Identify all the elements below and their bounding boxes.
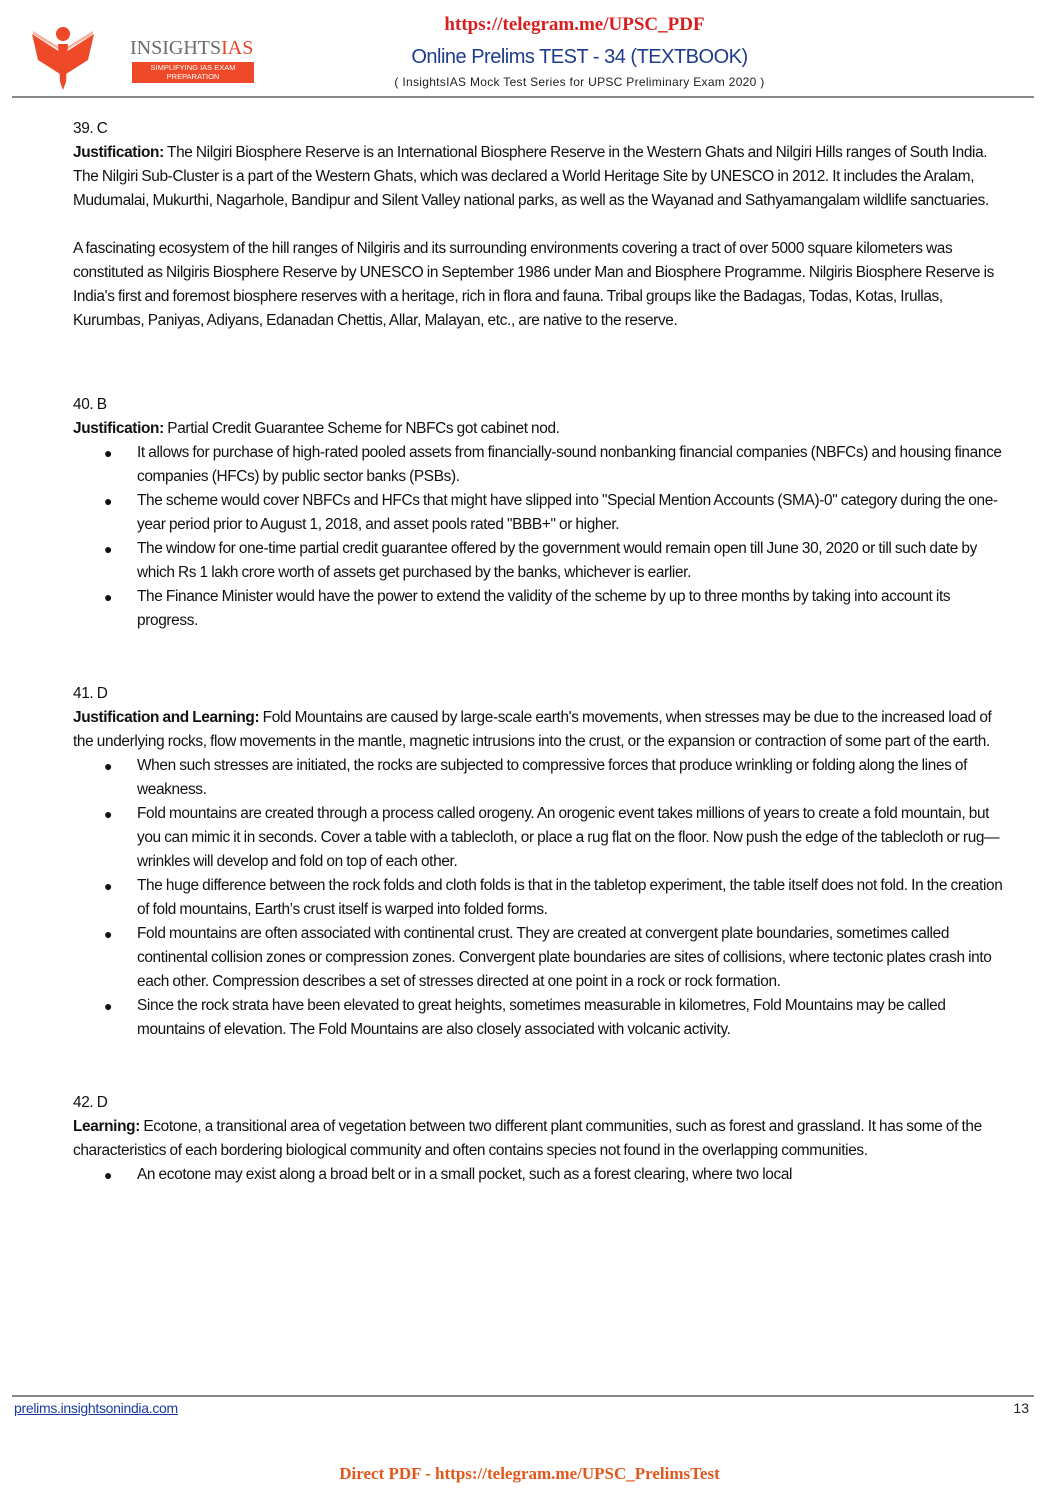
justification-paragraph xyxy=(73,706,1013,754)
justification-text: Partial Credit Guarantee Scheme for NBFCs got cabinet nod. xyxy=(163,420,560,437)
list-item xyxy=(104,874,1013,922)
answer-39 xyxy=(73,117,1013,333)
site-link[interactable]: prelims.insightsonindia.com xyxy=(14,1400,178,1416)
list-item xyxy=(104,994,1013,1042)
learning-paragraph xyxy=(73,1115,1013,1163)
answer-number: 42. D xyxy=(73,1094,108,1111)
answer-number: 41. D xyxy=(73,685,108,702)
bullet-list xyxy=(73,441,1013,633)
brand-accent: IAS xyxy=(221,37,254,59)
justification-label: Justification and Learning: xyxy=(73,709,260,726)
list-item-text: The window for one-time partial credit guarantee offered by the government would remain open till June 30, 2020 or till such date by which Rs 1 lakh crore worth of assets get purchased by the banks, whichever is earlier. xyxy=(137,540,977,581)
bullet-icon: ● xyxy=(104,1167,113,1183)
list-item-text: Fold mountains are created through a process called orogeny. An orogenic event takes millions of years to create a fold mountain, but you can mimic it in seconds. Cover a table with a tablecloth, or place a rug flat on the floor. Now push the edge of the tablecloth or rug—wrinkles will develop and fold on top of each other. xyxy=(137,805,1000,870)
test-subtitle: ( InsightsIAS Mock Test Series for UPSC Preliminary Exam 2020 ) xyxy=(394,75,765,89)
list-item xyxy=(104,754,1013,802)
list-item-text: The huge difference between the rock folds and cloth folds is that in the tabletop experiment, the table itself does not fold. In the creation of fold mountains, Earth’s crust itself is warped into folded forms. xyxy=(137,877,1003,918)
answer-number: 39. C xyxy=(73,120,108,137)
list-item xyxy=(104,1163,1013,1187)
list-item-text: It allows for purchase of high-rated pooled assets from financially-sound nonbanking financial companies (NBFCs) and housing finance companies (HFCs) by public sector banks (PSBs). xyxy=(137,444,1002,485)
telegram-footer-link[interactable]: Direct PDF - https://telegram.me/UPSC_PrelimsTest xyxy=(339,1464,720,1483)
list-item xyxy=(104,585,1013,633)
bullet-icon: ● xyxy=(104,445,113,461)
bullet-icon: ● xyxy=(104,926,113,942)
brand-main: INSIGHTS xyxy=(130,37,222,59)
test-title: Online Prelims TEST - 34 (TEXTBOOK) xyxy=(411,46,748,68)
answer-number: 40. B xyxy=(73,396,107,413)
justification-paragraph xyxy=(73,417,1013,441)
answer-41 xyxy=(73,682,1013,1042)
list-item-text: Since the rock strata have been elevated to great heights, sometimes measurable in kilometres, Fold Mountains may be called mountains of elevation. The Fold Mountains are also closely associated with volcanic activity. xyxy=(137,997,946,1038)
footer-divider xyxy=(12,1395,1034,1397)
list-item xyxy=(104,802,1013,874)
tagline-line2: PREPARATION xyxy=(166,72,220,81)
header-divider xyxy=(12,96,1034,98)
bullet-icon: ● xyxy=(104,806,113,822)
list-item-text: An ecotone may exist along a broad belt or in a small pocket, such as a forest clearing, where two local xyxy=(137,1166,793,1183)
bullet-icon: ● xyxy=(104,589,113,605)
bullet-icon: ● xyxy=(104,998,113,1014)
justification-text: The Nilgiri Biosphere Reserve is an International Biosphere Reserve in the Western Ghats and Nilgiri Hills ranges of South India. The Nilgiri Sub-Cluster is a part of the Western Ghats, which was declared a World Heritage Site by UNESCO in 2012. It includes the Aralam, Mudumalai, Mukurthi, Nagarhole, Bandipur and Silent Valley national parks, as well as the Wayanad and Sathyamangalam wildlife sanctuaries. xyxy=(73,144,989,209)
list-item xyxy=(104,441,1013,489)
answer-content xyxy=(73,117,1013,1187)
list-item-text: Fold mountains are often associated with continental crust. They are created at convergent plate boundaries, sometimes called continental collision zones or compression zones. Convergent plate boundaries are sites of collisions, where tectonic plates crash into each other. Compression describes a set of stresses directed at one point in a rock or rock formation. xyxy=(137,925,992,990)
bullet-icon: ● xyxy=(104,758,113,774)
page-number: 13 xyxy=(1013,1400,1029,1416)
list-item xyxy=(104,489,1013,537)
learning-text: Ecotone, a transitional area of vegetation between two different plant communities, such as forest and grassland. It has some of the characteristics of each bordering biological community and often contains species not found in the overlapping communities. xyxy=(73,1118,982,1159)
list-item xyxy=(104,922,1013,994)
answer-40 xyxy=(73,393,1013,633)
bullet-list xyxy=(73,1163,1013,1187)
list-item-text: When such stresses are initiated, the rocks are subjected to compressive forces that produce wrinkling or folding along the lines of weakness. xyxy=(137,757,968,798)
bullet-list xyxy=(73,754,1013,1042)
answer-42 xyxy=(73,1091,1013,1187)
list-item-text: The scheme would cover NBFCs and HFCs that might have slipped into "Special Mention Accounts (SMA)-0" category during the one-year period prior to August 1, 2018, and asset pools rated "BBB+" or higher. xyxy=(137,492,998,533)
list-item-text: The Finance Minister would have the power to extend the validity of the scheme by up to three months by taking into account its progress. xyxy=(137,588,951,629)
explanation-paragraph: A fascinating ecosystem of the hill ranges of Nilgiris and its surrounding environments covering a tract of over 5000 square kilometers was constituted as Nilgiris Biosphere Reserve by UNESCO in September 1986 under Man and Biosphere Programme. Nilgiris Biosphere Reserve is India's first and foremost biosphere reserves with a heritage, rich in flora and fauna. Tribal groups like the Badagas, Todas, Kotas, Irullas, Kurumbas, Paniyas, Adiyans, Edanadan Chettis, Allar, Malayan, etc., are native to the reserve. xyxy=(73,240,995,329)
telegram-header-link[interactable]: https://telegram.me/UPSC_PDF xyxy=(444,14,705,35)
bullet-icon: ● xyxy=(104,493,113,509)
justification-label: Justification: xyxy=(73,420,164,437)
bullet-icon: ● xyxy=(104,878,113,894)
justification-text: Fold Mountains are caused by large-scale earth's movements, when stresses may be due to the increased load of the underlying rocks, flow movements in the mantle, magnetic intrusions into the crust, or the expansion or contraction of some part of the earth. xyxy=(73,709,992,750)
list-item xyxy=(104,537,1013,585)
justification-label: Justification: xyxy=(73,144,164,161)
tagline-line1: SIMPLIFYING IAS EXAM xyxy=(150,63,236,72)
bullet-icon: ● xyxy=(104,541,113,557)
justification-paragraph xyxy=(73,141,1013,213)
learning-label: Learning: xyxy=(73,1118,140,1135)
